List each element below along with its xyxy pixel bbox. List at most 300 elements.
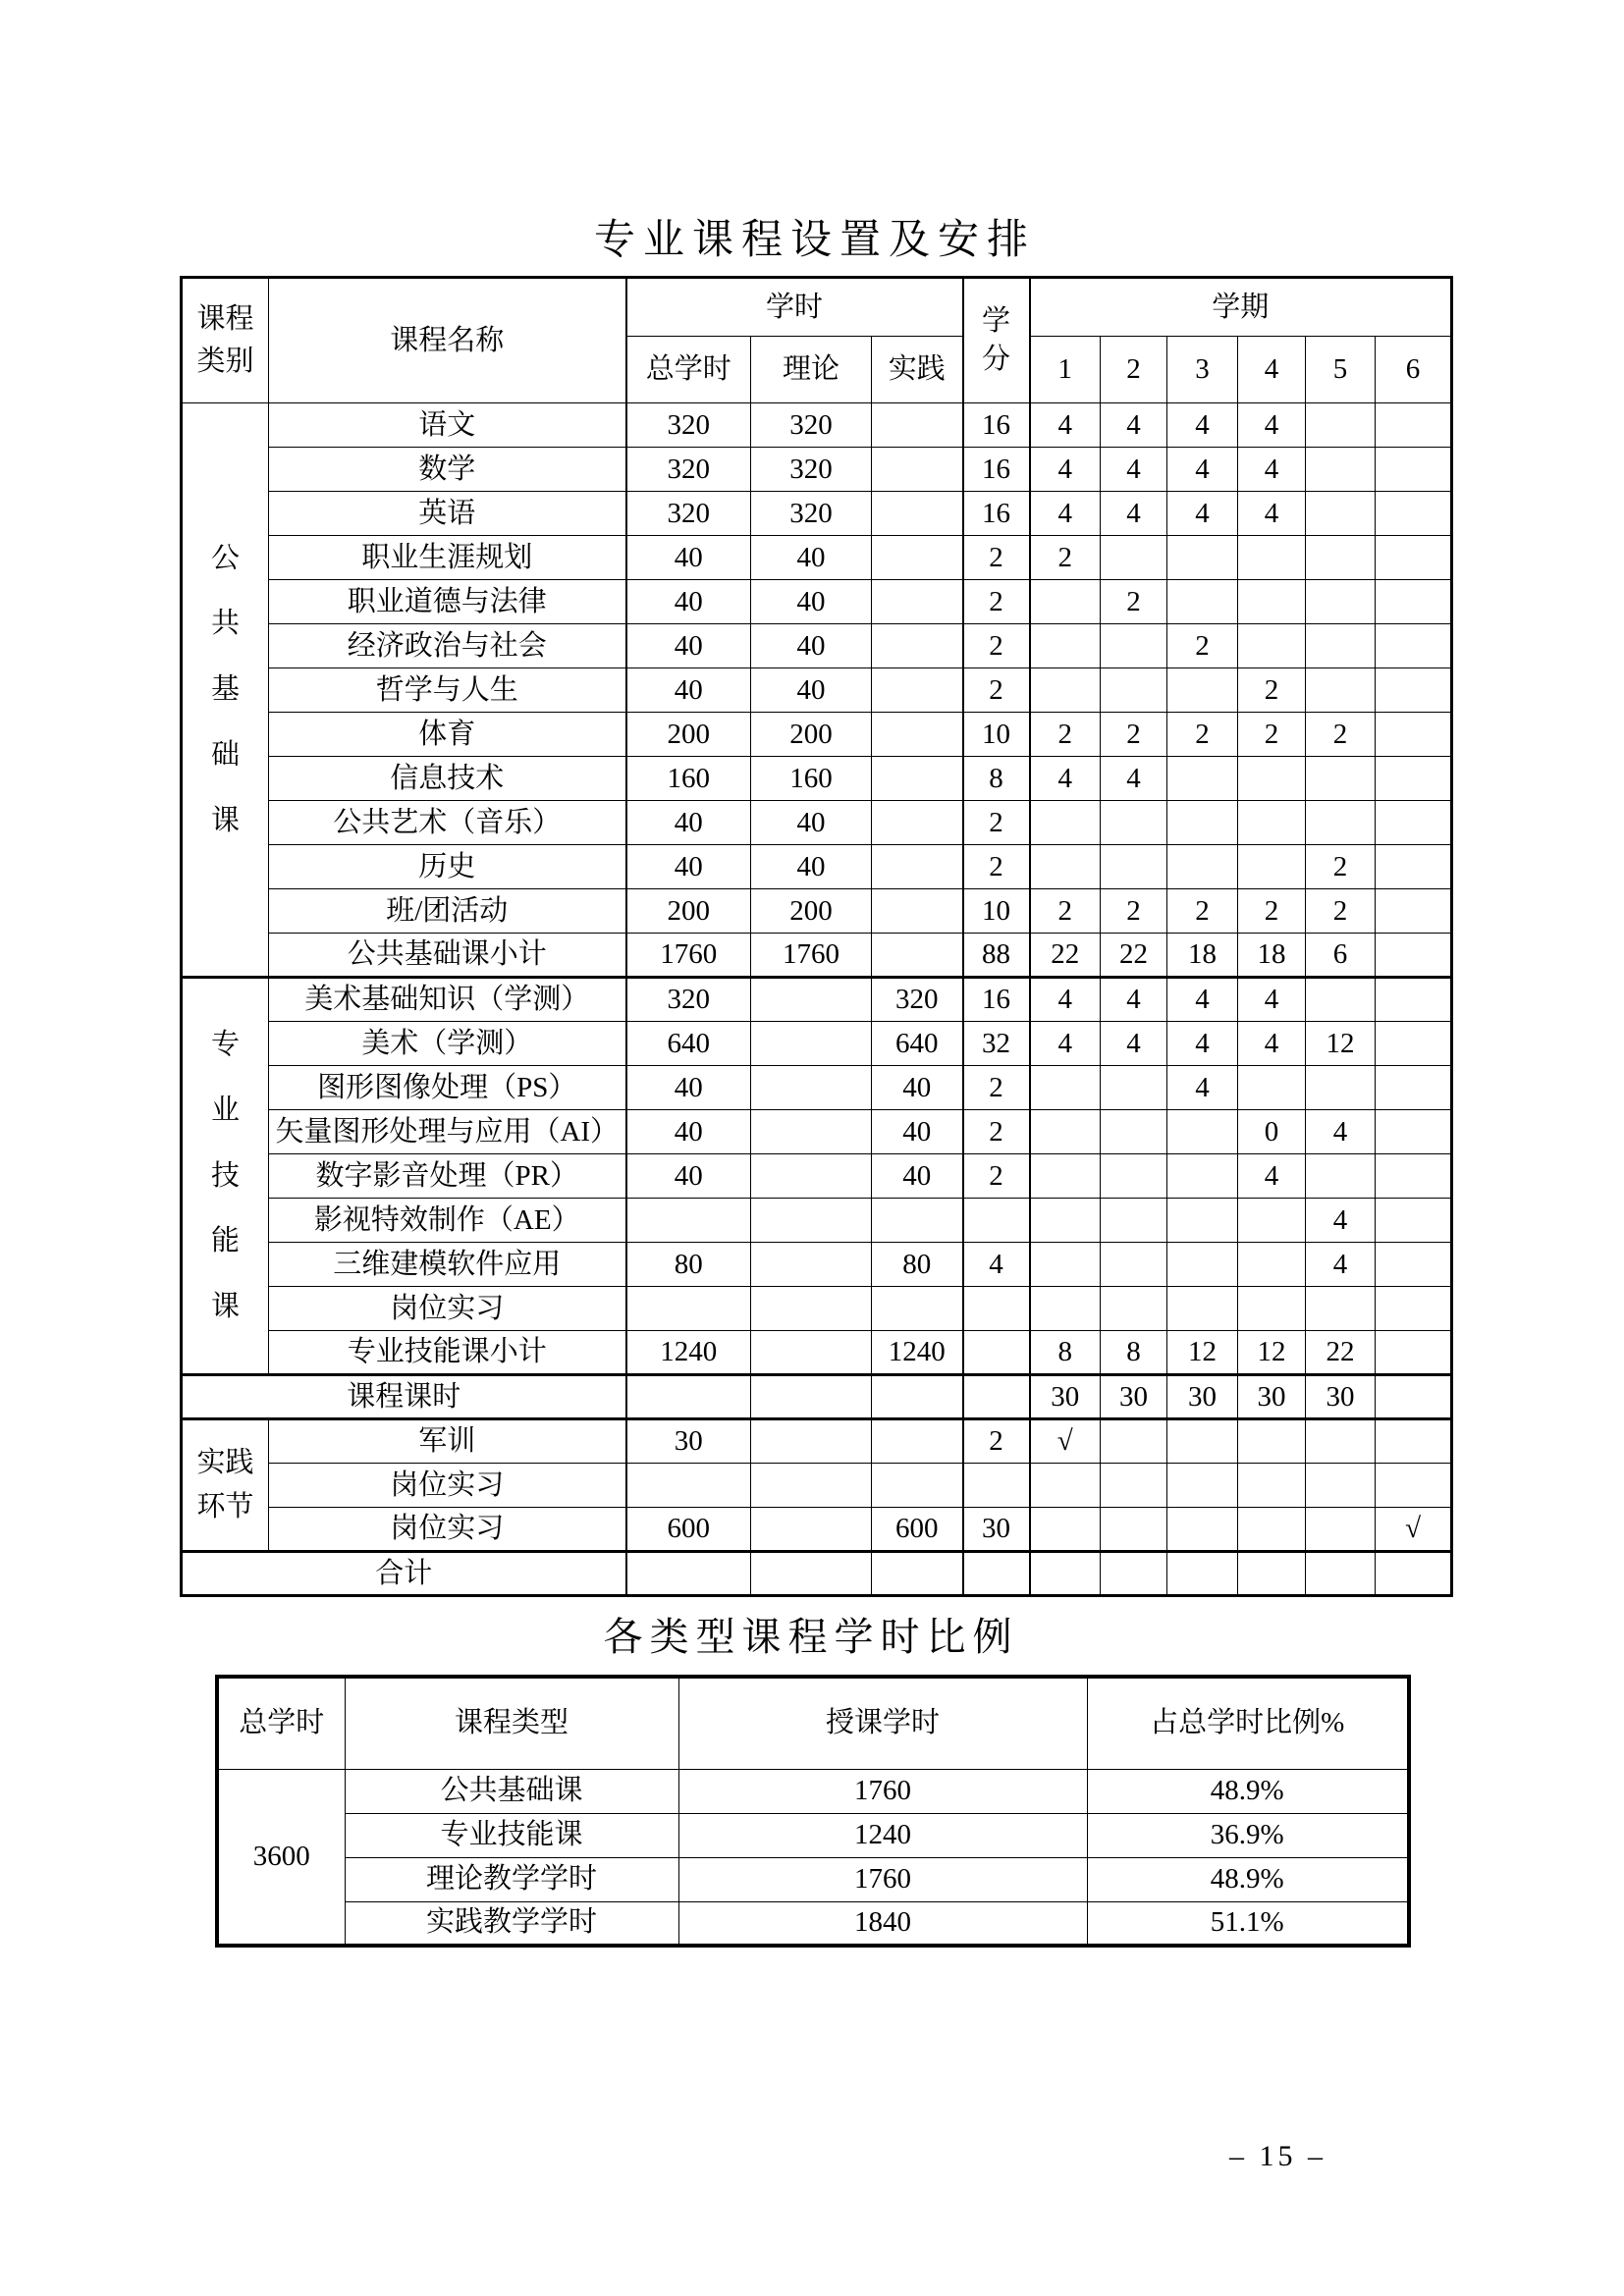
cell: 0 xyxy=(1238,1110,1306,1154)
cell xyxy=(1101,624,1167,668)
cell xyxy=(1030,580,1101,624)
course-name-cell: 美术基础知识（学测） xyxy=(269,978,626,1022)
table-row xyxy=(182,845,1452,889)
cell xyxy=(872,845,963,889)
cell: 2 xyxy=(1238,668,1306,713)
cell: 1760 xyxy=(678,1769,1087,1813)
cell xyxy=(1167,1110,1238,1154)
cell xyxy=(1376,934,1452,978)
cell: 22 xyxy=(1306,1331,1376,1375)
cell xyxy=(872,1419,963,1464)
cell: 640 xyxy=(626,1022,751,1066)
cell: 51.1% xyxy=(1087,1901,1409,1946)
category-cell: 实践环节 xyxy=(182,1419,269,1552)
cell: 8 xyxy=(963,757,1030,801)
cell: 1760 xyxy=(751,934,872,978)
table-row xyxy=(182,668,1452,713)
cell: 4 xyxy=(1167,403,1238,448)
cell: 2 xyxy=(963,845,1030,889)
cell xyxy=(1376,713,1452,757)
cell xyxy=(1101,1464,1167,1508)
table2-title: 各类型课程学时比例 xyxy=(603,1615,1019,1659)
cell: 22 xyxy=(1101,934,1167,978)
cell: 1760 xyxy=(626,934,751,978)
course-name-cell: 信息技术 xyxy=(269,757,626,801)
cell: 40 xyxy=(626,668,751,713)
cell xyxy=(1376,1331,1452,1375)
cell xyxy=(1376,845,1452,889)
cell xyxy=(1306,1066,1376,1110)
course-name-cell: 专业技能课小计 xyxy=(269,1331,626,1375)
cell xyxy=(1030,1552,1101,1596)
cell xyxy=(751,1154,872,1199)
cell xyxy=(872,757,963,801)
table-row xyxy=(182,978,1452,1022)
cell xyxy=(1376,1199,1452,1243)
cell: 4 xyxy=(1101,1022,1167,1066)
cell xyxy=(1101,1066,1167,1110)
cell xyxy=(1306,403,1376,448)
cell xyxy=(872,1375,963,1419)
cell xyxy=(1101,1154,1167,1199)
category-cell: 专业技能课 xyxy=(182,978,269,1375)
cell xyxy=(1101,1199,1167,1243)
cell xyxy=(872,492,963,536)
cell xyxy=(1306,801,1376,845)
cell: 320 xyxy=(626,492,751,536)
cell: 16 xyxy=(963,403,1030,448)
cell xyxy=(872,448,963,492)
cell xyxy=(1238,580,1306,624)
cell: 4 xyxy=(1167,448,1238,492)
cell xyxy=(1030,1110,1101,1154)
cell: 200 xyxy=(751,713,872,757)
cell: 4 xyxy=(1238,978,1306,1022)
cell xyxy=(1306,1154,1376,1199)
table-row xyxy=(182,580,1452,624)
hours-ratio-table xyxy=(215,1675,1411,1948)
cell xyxy=(872,1287,963,1331)
cell xyxy=(1306,1287,1376,1331)
course-name-cell: 职业生涯规划 xyxy=(269,536,626,580)
col-header-category: 课程类别 xyxy=(182,278,269,403)
cell xyxy=(751,1287,872,1331)
table-row xyxy=(182,448,1452,492)
cell: 40 xyxy=(751,668,872,713)
cell xyxy=(1306,624,1376,668)
cell xyxy=(963,1552,1030,1596)
cell xyxy=(1167,1287,1238,1331)
cell: √ xyxy=(1376,1508,1452,1552)
cell: 4 xyxy=(1101,757,1167,801)
cell xyxy=(872,713,963,757)
cell xyxy=(751,1022,872,1066)
course-schedule-table xyxy=(180,276,1453,1597)
cell: 320 xyxy=(751,403,872,448)
cell xyxy=(1376,1110,1452,1154)
cell xyxy=(1030,845,1101,889)
cell: 18 xyxy=(1238,934,1306,978)
cell: 320 xyxy=(872,978,963,1022)
cell xyxy=(1030,1508,1101,1552)
cell: 12 xyxy=(1238,1331,1306,1375)
cell: 80 xyxy=(872,1243,963,1287)
cell: 40 xyxy=(872,1066,963,1110)
cell xyxy=(872,403,963,448)
cell: 2 xyxy=(963,624,1030,668)
cell xyxy=(1376,580,1452,624)
col-header-course-name: 课程名称 xyxy=(269,278,626,403)
table-row xyxy=(217,1769,1409,1813)
cell: 4 xyxy=(1101,448,1167,492)
cell xyxy=(751,1419,872,1464)
cell xyxy=(872,934,963,978)
cell: 88 xyxy=(963,934,1030,978)
table-row xyxy=(182,1066,1452,1110)
cell: 4 xyxy=(1167,492,1238,536)
cell: 32 xyxy=(963,1022,1030,1066)
cell xyxy=(1376,1154,1452,1199)
cell: 36.9% xyxy=(1087,1813,1409,1857)
course-name-cell: 三维建模软件应用 xyxy=(269,1243,626,1287)
table-row xyxy=(182,1154,1452,1199)
cell: 30 xyxy=(626,1419,751,1464)
cell xyxy=(1376,668,1452,713)
course-name-cell: 历史 xyxy=(269,845,626,889)
cell: 4 xyxy=(1238,403,1306,448)
cell: 40 xyxy=(751,536,872,580)
cell xyxy=(1238,845,1306,889)
cell xyxy=(1238,1552,1306,1596)
cell: 2 xyxy=(963,1110,1030,1154)
col-header-hours-group: 学时 xyxy=(626,278,963,337)
cell xyxy=(1167,1464,1238,1508)
cell xyxy=(963,1375,1030,1419)
cell: 4 xyxy=(1101,492,1167,536)
col-header-teaching-hours: 授课学时 xyxy=(678,1677,1087,1769)
cell xyxy=(872,801,963,845)
cell xyxy=(1030,1199,1101,1243)
cell: 30 xyxy=(1238,1375,1306,1419)
table-row xyxy=(182,492,1452,536)
col-header-sem-1: 1 xyxy=(1030,337,1101,403)
table-row xyxy=(182,403,1452,448)
cell xyxy=(1101,1287,1167,1331)
table-row xyxy=(182,1464,1452,1508)
cell xyxy=(872,889,963,934)
cell xyxy=(1030,1464,1101,1508)
cell: 2 xyxy=(1101,713,1167,757)
course-name-cell: 矢量图形处理与应用（AI） xyxy=(269,1110,626,1154)
cell xyxy=(963,1199,1030,1243)
cell: 4 xyxy=(1030,757,1101,801)
cell xyxy=(1030,1154,1101,1199)
cell xyxy=(1306,1419,1376,1464)
table-row xyxy=(182,757,1452,801)
cell: 4 xyxy=(1238,1022,1306,1066)
cell xyxy=(626,1464,751,1508)
cell xyxy=(1167,1508,1238,1552)
cell xyxy=(1167,1552,1238,1596)
cell xyxy=(963,1331,1030,1375)
cell xyxy=(1306,536,1376,580)
course-name-cell: 职业道德与法律 xyxy=(269,580,626,624)
cell xyxy=(872,580,963,624)
table-row xyxy=(182,713,1452,757)
cell: 2 xyxy=(1167,713,1238,757)
cell xyxy=(751,1375,872,1419)
cell xyxy=(872,1464,963,1508)
cell: 4 xyxy=(1167,1066,1238,1110)
cell: 40 xyxy=(872,1154,963,1199)
cell: 640 xyxy=(872,1022,963,1066)
cell: 8 xyxy=(1030,1331,1101,1375)
cell: 4 xyxy=(1167,1022,1238,1066)
table1-title: 专业课程设置及安排 xyxy=(593,218,1036,263)
table-row xyxy=(182,889,1452,934)
cell: 12 xyxy=(1167,1331,1238,1375)
cell: 1760 xyxy=(678,1857,1087,1901)
cell: 2 xyxy=(963,1419,1030,1464)
total-hours-cell: 3600 xyxy=(217,1769,345,1946)
cell xyxy=(1101,801,1167,845)
cell: 4 xyxy=(1306,1110,1376,1154)
cell xyxy=(751,1066,872,1110)
cell xyxy=(1030,801,1101,845)
cell xyxy=(1238,624,1306,668)
cell: 4 xyxy=(1030,978,1101,1022)
col-header-sem-6: 6 xyxy=(1376,337,1452,403)
cell xyxy=(1376,889,1452,934)
cell: 320 xyxy=(626,403,751,448)
cell xyxy=(1167,1199,1238,1243)
cell xyxy=(1238,1419,1306,1464)
cell xyxy=(626,1375,751,1419)
col-header-total-hours: 总学时 xyxy=(217,1677,345,1769)
cell: 2 xyxy=(963,1066,1030,1110)
cell: 4 xyxy=(1030,448,1101,492)
course-name-cell: 图形图像处理（PS） xyxy=(269,1066,626,1110)
cell xyxy=(1238,536,1306,580)
cell: 8 xyxy=(1101,1331,1167,1375)
table-row xyxy=(182,1419,1452,1464)
col-header-theory: 理论 xyxy=(751,337,872,403)
cell xyxy=(1376,1464,1452,1508)
cell: 40 xyxy=(626,1154,751,1199)
cell: 2 xyxy=(1306,845,1376,889)
cell xyxy=(963,1287,1030,1331)
cell: 2 xyxy=(1167,624,1238,668)
cell xyxy=(626,1552,751,1596)
cell: 600 xyxy=(626,1508,751,1552)
cell: 4 xyxy=(1306,1243,1376,1287)
cell xyxy=(1238,1464,1306,1508)
cell xyxy=(1306,1508,1376,1552)
cell xyxy=(751,1331,872,1375)
cell: 10 xyxy=(963,889,1030,934)
cell: 40 xyxy=(751,624,872,668)
cell xyxy=(872,624,963,668)
cell: 40 xyxy=(872,1110,963,1154)
course-name-cell: 经济政治与社会 xyxy=(269,624,626,668)
cell xyxy=(1101,845,1167,889)
cell: 6 xyxy=(1306,934,1376,978)
cell xyxy=(872,668,963,713)
cell: 2 xyxy=(963,1154,1030,1199)
course-name-cell: 公共艺术（音乐） xyxy=(269,801,626,845)
cell: 48.9% xyxy=(1087,1857,1409,1901)
cell: 2 xyxy=(1101,580,1167,624)
cell: 4 xyxy=(1101,403,1167,448)
cell: 4 xyxy=(1030,1022,1101,1066)
course-type-cell: 实践教学学时 xyxy=(345,1901,678,1946)
col-header-sem-3: 3 xyxy=(1167,337,1238,403)
table-row xyxy=(182,801,1452,845)
cell: 160 xyxy=(626,757,751,801)
cell: 4 xyxy=(1306,1199,1376,1243)
table-row xyxy=(182,1508,1452,1552)
table-row xyxy=(182,536,1452,580)
cell xyxy=(1101,1243,1167,1287)
cell: 16 xyxy=(963,978,1030,1022)
course-name-cell: 岗位实习 xyxy=(269,1508,626,1552)
cell xyxy=(626,1287,751,1331)
cell xyxy=(1376,1419,1452,1464)
cell: 1840 xyxy=(678,1901,1087,1946)
course-type-cell: 公共基础课 xyxy=(345,1769,678,1813)
cell: 4 xyxy=(1030,492,1101,536)
cell xyxy=(872,536,963,580)
cell: 40 xyxy=(626,845,751,889)
cell xyxy=(1167,801,1238,845)
course-name-cell: 课程课时 xyxy=(182,1375,626,1419)
cell: 40 xyxy=(626,1110,751,1154)
table-row-course-hours xyxy=(182,1375,1452,1419)
course-name-cell: 英语 xyxy=(269,492,626,536)
cell xyxy=(1101,1508,1167,1552)
cell xyxy=(1306,1464,1376,1508)
cell xyxy=(1376,1066,1452,1110)
cell: 40 xyxy=(626,1066,751,1110)
cell: 320 xyxy=(626,448,751,492)
cell: 12 xyxy=(1306,1022,1376,1066)
table-row xyxy=(182,1287,1452,1331)
cell xyxy=(1101,668,1167,713)
cell: 160 xyxy=(751,757,872,801)
cell xyxy=(1030,1287,1101,1331)
cell: 16 xyxy=(963,492,1030,536)
cell xyxy=(1101,1552,1167,1596)
cell xyxy=(1030,1243,1101,1287)
cell: √ xyxy=(1030,1419,1101,1464)
cell xyxy=(1030,1066,1101,1110)
col-header-percentage: 占总学时比例% xyxy=(1087,1677,1409,1769)
cell xyxy=(1238,801,1306,845)
cell: 4 xyxy=(1101,978,1167,1022)
cell: 2 xyxy=(1306,713,1376,757)
cell: 4 xyxy=(1167,978,1238,1022)
course-name-cell: 影视特效制作（AE） xyxy=(269,1199,626,1243)
cell: 2 xyxy=(1030,536,1101,580)
col-header-semester-group: 学期 xyxy=(1030,278,1452,337)
cell xyxy=(1238,1243,1306,1287)
col-header-course-type: 课程类型 xyxy=(345,1677,678,1769)
course-name-cell: 哲学与人生 xyxy=(269,668,626,713)
cell xyxy=(1238,1066,1306,1110)
cell xyxy=(1376,1375,1452,1419)
table-row xyxy=(217,1901,1409,1946)
col-header-sem-4: 4 xyxy=(1238,337,1306,403)
cell: 2 xyxy=(1030,713,1101,757)
course-name-cell: 数学 xyxy=(269,448,626,492)
table-row xyxy=(182,624,1452,668)
col-header-credits: 学分 xyxy=(963,278,1030,403)
cell xyxy=(751,1243,872,1287)
cell: 200 xyxy=(751,889,872,934)
cell xyxy=(963,1464,1030,1508)
cell: 1240 xyxy=(872,1331,963,1375)
cell xyxy=(1376,801,1452,845)
cell: 30 xyxy=(1101,1375,1167,1419)
cell xyxy=(751,1464,872,1508)
cell: 2 xyxy=(1238,713,1306,757)
cell xyxy=(1376,1552,1452,1596)
cell xyxy=(1376,624,1452,668)
cell: 40 xyxy=(751,801,872,845)
cell: 200 xyxy=(626,889,751,934)
cell: 30 xyxy=(1306,1375,1376,1419)
cell xyxy=(1167,1154,1238,1199)
table-row xyxy=(182,1199,1452,1243)
cell xyxy=(1238,1199,1306,1243)
cell: 40 xyxy=(751,580,872,624)
cell: 320 xyxy=(751,448,872,492)
cell: 4 xyxy=(1238,492,1306,536)
cell: 2 xyxy=(1101,889,1167,934)
cell: 4 xyxy=(963,1243,1030,1287)
cell xyxy=(1167,845,1238,889)
cell xyxy=(1306,492,1376,536)
cell: 4 xyxy=(1030,403,1101,448)
cell: 22 xyxy=(1030,934,1101,978)
cell xyxy=(1306,580,1376,624)
cell xyxy=(751,1552,872,1596)
cell xyxy=(872,1552,963,1596)
cell xyxy=(1376,757,1452,801)
cell xyxy=(1306,757,1376,801)
cell: 30 xyxy=(963,1508,1030,1552)
table-row xyxy=(217,1813,1409,1857)
cell xyxy=(626,1199,751,1243)
course-name-cell: 合计 xyxy=(182,1552,626,1596)
cell: 30 xyxy=(1167,1375,1238,1419)
table-row-grand-total xyxy=(182,1552,1452,1596)
cell xyxy=(1030,668,1101,713)
cell xyxy=(1101,1419,1167,1464)
cell xyxy=(1376,448,1452,492)
cell xyxy=(1101,1110,1167,1154)
course-type-cell: 理论教学学时 xyxy=(345,1857,678,1901)
cell: 600 xyxy=(872,1508,963,1552)
table-row xyxy=(182,1243,1452,1287)
cell: 48.9% xyxy=(1087,1769,1409,1813)
course-name-cell: 岗位实习 xyxy=(269,1464,626,1508)
cell xyxy=(1376,1022,1452,1066)
cell: 40 xyxy=(626,580,751,624)
course-name-cell: 公共基础课小计 xyxy=(269,934,626,978)
course-name-cell: 体育 xyxy=(269,713,626,757)
table-row xyxy=(217,1857,1409,1901)
